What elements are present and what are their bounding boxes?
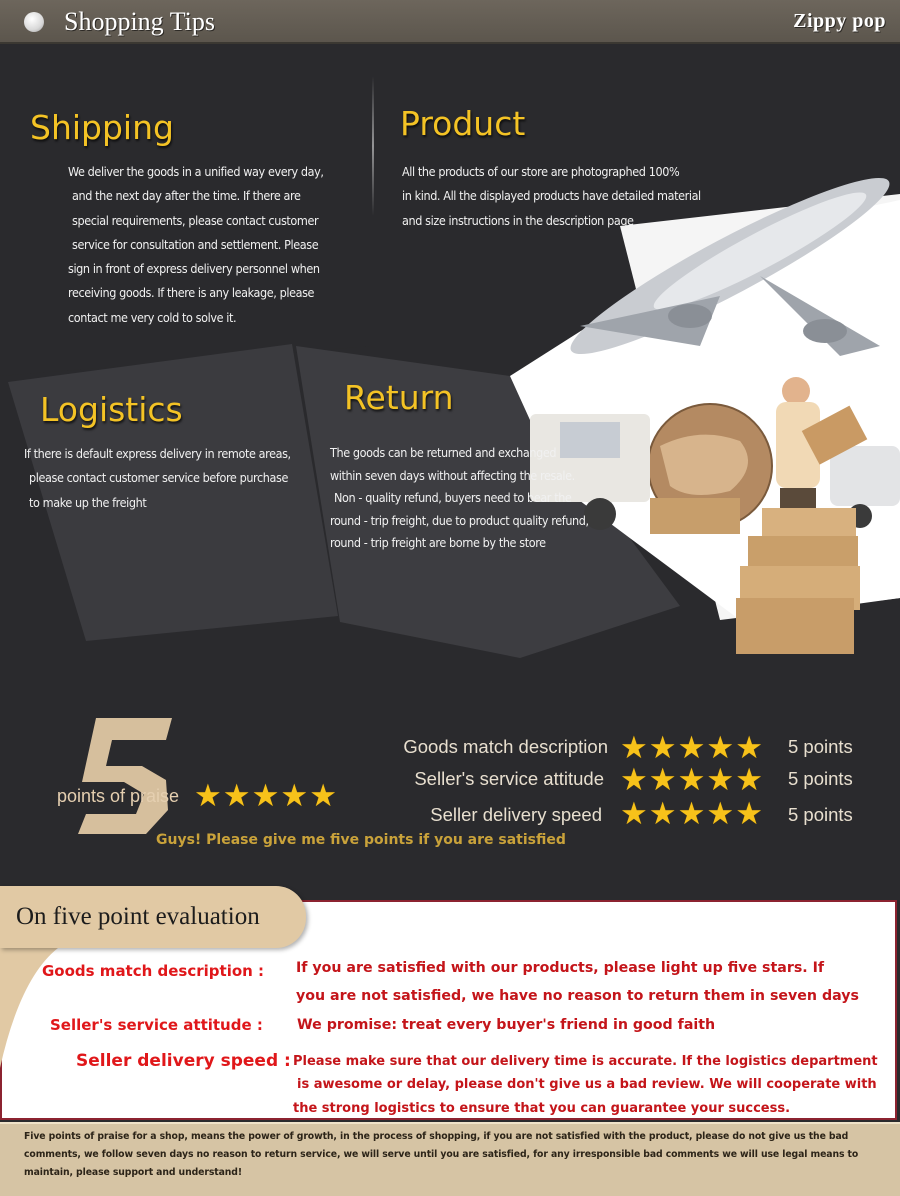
rating-stars-speed	[620, 798, 763, 829]
star-icon: ★	[735, 796, 763, 831]
eval-text-speed: is awesome or delay, please don't give us a bad review. We will cooperate with	[297, 1077, 877, 1092]
star-icon: ★	[309, 778, 337, 813]
header-bar	[0, 0, 900, 44]
eval-text-speed: Please make sure that our delivery time is accurate. If the logistics department	[293, 1054, 878, 1069]
shipping-line: sign in front of express delivery personnel when	[68, 261, 320, 277]
brand-logo-text: Zippy pop	[793, 10, 886, 32]
eval-text-description: you are not satisfied, we have no reason to return them in seven days	[296, 988, 859, 1004]
shipping-line: contact me very cold to solve it.	[68, 309, 237, 325]
product-line: in kind. All the displayed products have detailed material	[402, 188, 701, 204]
star-icon: ★	[706, 762, 735, 797]
star-icon: ★	[222, 778, 251, 813]
return-title: Return	[344, 378, 454, 417]
rating-stars-service	[620, 764, 763, 795]
product-title: Product	[400, 104, 526, 143]
footer-line: maintain, please support and understand!	[24, 1167, 242, 1178]
logistics-line: to make up the freight	[29, 494, 147, 510]
star-icon: ★	[648, 730, 677, 765]
return-text	[330, 442, 589, 555]
eval-label-service: Seller's service attitude :	[50, 1016, 263, 1034]
shipping-line: service for consultation and settlement. Please	[72, 236, 319, 252]
evaluation-section	[0, 886, 900, 1122]
star-icon: ★	[706, 730, 735, 765]
rating-stars-description	[620, 732, 763, 763]
return-line: The goods can be returned and exchanged	[330, 445, 557, 460]
product-text	[402, 160, 701, 233]
return-line: within seven days without affecting the resale.	[330, 467, 575, 483]
shipping-title: Shipping	[30, 108, 174, 147]
logistics-title: Logistics	[40, 390, 183, 429]
praise-label: points of praise	[57, 786, 180, 806]
shipping-line: receiving goods. If there is any leakage, please	[68, 285, 315, 301]
eval-text-service: We promise: treat every buyer's friend in good faith	[297, 1017, 716, 1033]
star-icon: ★	[648, 796, 677, 831]
star-icon: ★	[620, 730, 648, 765]
rating-label: Goods match description	[403, 736, 608, 757]
star-icon: ★	[280, 778, 309, 813]
rating-label: Seller delivery speed	[430, 804, 602, 825]
shipping-line: special requirements, please contact customer	[72, 212, 319, 228]
rating-label: Seller's service attitude	[414, 768, 604, 789]
rating-points: 5 points	[788, 736, 853, 757]
eval-label-description: Goods match description :	[42, 962, 265, 980]
footer-line: comments, we follow seven days no reason to return service, we will serve until you are satisfied, for any irresponsible bad comments we will use legal means to	[24, 1149, 859, 1160]
product-line: and size instructions in the description page	[402, 212, 634, 228]
five-numeral-graphic	[76, 718, 174, 836]
logistics-line: If there is default express delivery in remote areas,	[24, 446, 291, 461]
evaluation-tab	[0, 886, 306, 948]
star-icon: ★	[706, 796, 735, 831]
star-icon: ★	[620, 762, 648, 797]
star-icon: ★	[648, 762, 677, 797]
eval-text-speed: the strong logistics to ensure that you can guarantee your success.	[293, 1101, 791, 1116]
return-line: round - trip freight, due to product quality refund,	[330, 512, 589, 528]
return-line: Non - quality refund, buyers need to bear the	[334, 490, 572, 505]
star-icon: ★	[194, 778, 222, 813]
page-title: Shopping Tips	[64, 7, 216, 36]
footer-line: Five points of praise for a shop, means the power of growth, in the process of shopping, if you are not satisfied with the product, please do not give us the bad	[24, 1131, 849, 1142]
eval-label-speed: Seller delivery speed :	[76, 1051, 291, 1071]
rating-row-description	[380, 732, 608, 764]
rating-row-service	[380, 764, 604, 796]
shipping-line: We deliver the goods in a unified way every day,	[68, 164, 324, 179]
return-line: round - trip freight are borne by the store	[330, 535, 546, 550]
section-divider	[372, 76, 374, 216]
star-icon: ★	[735, 762, 763, 797]
shipping-text	[68, 160, 324, 330]
eval-text-description: If you are satisfied with our products, please light up five stars. If	[296, 960, 825, 976]
star-icon: ★	[677, 762, 706, 797]
star-icon: ★	[251, 778, 280, 813]
logistics-line: please contact customer service before purchase	[29, 470, 288, 486]
bullet-dot-icon	[24, 12, 44, 32]
praise-slogan: Guys! Please give me five points if you are satisfied	[156, 832, 566, 848]
logistics-text	[24, 442, 291, 515]
shipping-line: and the next day after the time. If there are	[72, 188, 301, 204]
rating-row-speed	[380, 800, 602, 832]
praise-stars	[194, 780, 337, 811]
footer-notice	[0, 1122, 900, 1196]
tips-main	[0, 46, 900, 906]
product-line: All the products of our store are photographed 100%	[402, 164, 680, 179]
rating-points: 5 points	[788, 768, 853, 789]
star-icon: ★	[677, 730, 706, 765]
evaluation-title: On five point evaluation	[16, 903, 260, 930]
star-icon: ★	[735, 730, 763, 765]
star-icon: ★	[677, 796, 706, 831]
star-icon: ★	[620, 796, 648, 831]
rating-points: 5 points	[788, 804, 853, 825]
